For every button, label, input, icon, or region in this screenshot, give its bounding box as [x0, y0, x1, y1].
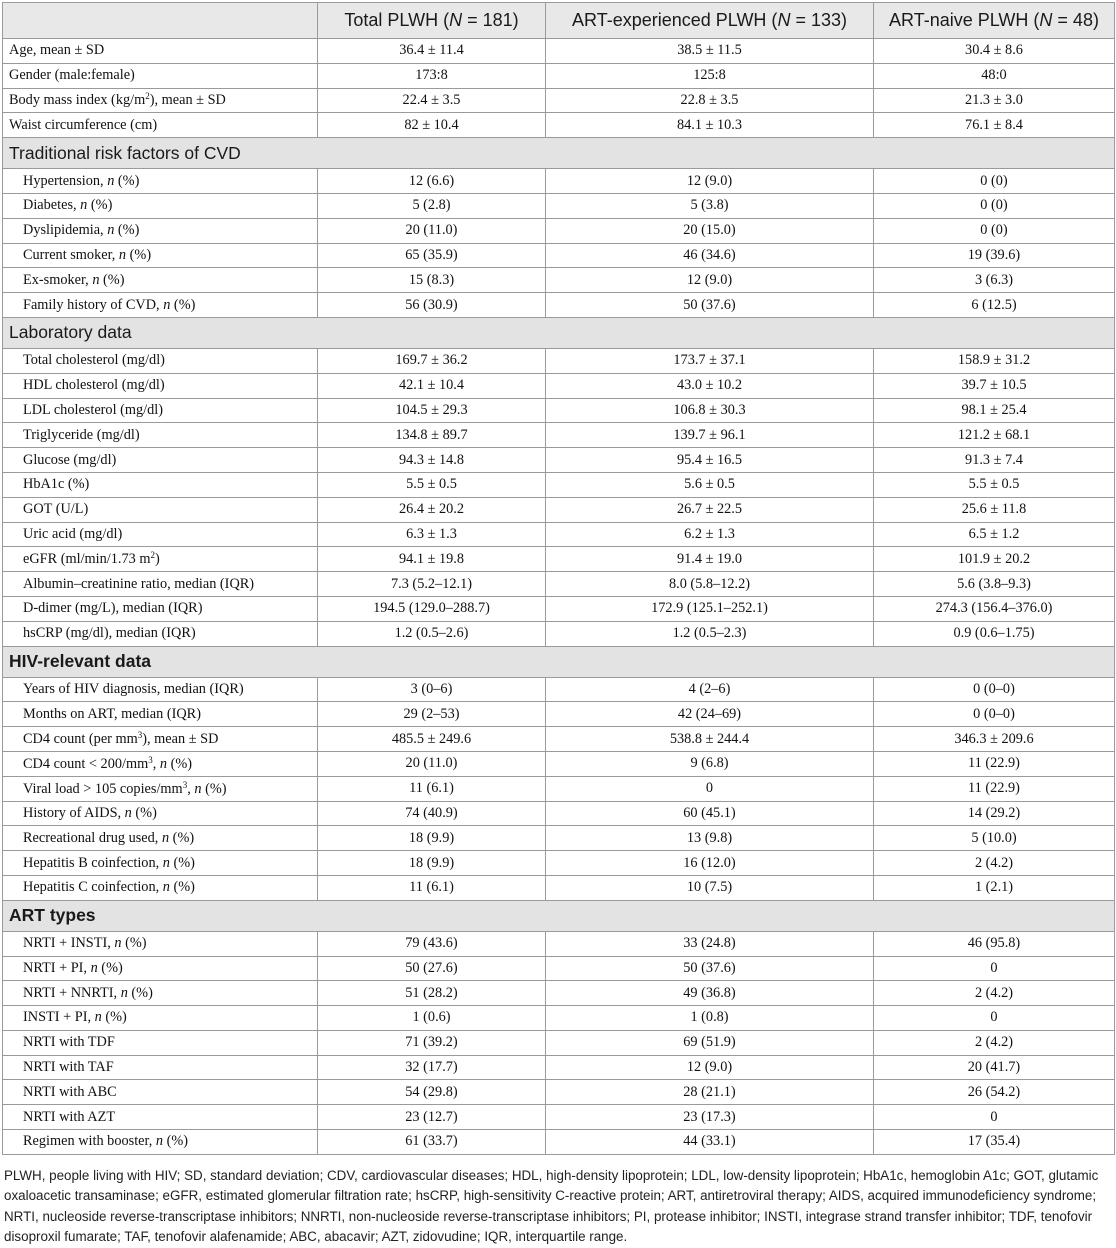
cell-total: 1 (0.6) [318, 1006, 546, 1031]
row-label: Hypertension, n (%) [3, 169, 318, 194]
cell-art-naive: 25.6 ± 11.8 [874, 497, 1115, 522]
cell-art-naive: 30.4 ± 8.6 [874, 39, 1115, 64]
cell-art-experienced: 43.0 ± 10.2 [546, 373, 874, 398]
cell-total: 7.3 (5.2–12.1) [318, 572, 546, 597]
row-label: GOT (U/L) [3, 497, 318, 522]
cell-art-naive: 76.1 ± 8.4 [874, 113, 1115, 138]
table-row [3, 702, 1115, 727]
cell-art-naive: 0.9 (0.6–1.75) [874, 621, 1115, 646]
table-row [3, 851, 1115, 876]
cell-art-naive: 6.5 ± 1.2 [874, 522, 1115, 547]
cell-total: 18 (9.9) [318, 851, 546, 876]
cell-total: 50 (27.6) [318, 956, 546, 981]
cell-art-naive: 121.2 ± 68.1 [874, 423, 1115, 448]
cell-art-naive: 2 (4.2) [874, 1030, 1115, 1055]
table-row [3, 398, 1115, 423]
section-header-row [3, 138, 1115, 169]
baseline-characteristics-table [2, 2, 1115, 1155]
cell-art-experienced: 50 (37.6) [546, 956, 874, 981]
cell-art-naive: 20 (41.7) [874, 1055, 1115, 1080]
table-row [3, 801, 1115, 826]
cell-total: 20 (11.0) [318, 751, 546, 776]
row-label: Years of HIV diagnosis, median (IQR) [3, 677, 318, 702]
row-label: Ex-smoker, n (%) [3, 268, 318, 293]
cell-total: 11 (6.1) [318, 875, 546, 900]
cell-total: 94.3 ± 14.8 [318, 448, 546, 473]
row-label: Body mass index $(kg/m^2)$, mean ± SD [3, 88, 318, 113]
table-row [3, 776, 1115, 801]
header-art-naive: ART-naive PLWH (N = 48) [874, 3, 1115, 39]
cell-art-naive: 48:0 [874, 63, 1115, 88]
header-total-plwh: Total PLWH (N = 181) [318, 3, 546, 39]
cell-total: 54 (29.8) [318, 1080, 546, 1105]
row-label: Family history of CVD, n (%) [3, 293, 318, 318]
section-title: ART types [3, 900, 1115, 931]
section-title: Traditional risk factors of CVD [3, 138, 1115, 169]
cell-art-experienced: 33 (24.8) [546, 931, 874, 956]
cell-art-experienced: 49 (36.8) [546, 981, 874, 1006]
cell-art-experienced: 84.1 ± 10.3 [546, 113, 874, 138]
cell-total: 71 (39.2) [318, 1030, 546, 1055]
row-label: Glucose (mg/dl) [3, 448, 318, 473]
cell-art-naive: 91.3 ± 7.4 [874, 448, 1115, 473]
cell-art-experienced: 16 (12.0) [546, 851, 874, 876]
header-art-experienced: ART-experienced PLWH (N = 133) [546, 3, 874, 39]
table-row [3, 751, 1115, 776]
row-label: Total cholesterol (mg/dl) [3, 348, 318, 373]
cell-art-naive: 158.9 ± 31.2 [874, 348, 1115, 373]
table-row [3, 1080, 1115, 1105]
cell-art-naive: 0 (0–0) [874, 702, 1115, 727]
table-row [3, 1030, 1115, 1055]
row-label: Waist circumference (cm) [3, 113, 318, 138]
cell-total: 22.4 ± 3.5 [318, 88, 546, 113]
cell-total: 11 (6.1) [318, 776, 546, 801]
cell-art-naive: 0 (0) [874, 169, 1115, 194]
table-row [3, 547, 1115, 572]
cell-art-naive: 11 (22.9) [874, 751, 1115, 776]
cell-art-experienced: 106.8 ± 30.3 [546, 398, 874, 423]
cell-total: 26.4 ± 20.2 [318, 497, 546, 522]
cell-art-naive: 2 (4.2) [874, 981, 1115, 1006]
cell-art-experienced: 95.4 ± 16.5 [546, 448, 874, 473]
table-row [3, 875, 1115, 900]
cell-art-naive: 26 (54.2) [874, 1080, 1115, 1105]
table-row [3, 956, 1115, 981]
row-label: HbA1c (%) [3, 472, 318, 497]
row-label: NRTI with TDF [3, 1030, 318, 1055]
cell-art-experienced: 9 (6.8) [546, 751, 874, 776]
row-label: NRTI with ABC [3, 1080, 318, 1105]
table-row [3, 39, 1115, 64]
cell-art-naive: 2 (4.2) [874, 851, 1115, 876]
cell-art-experienced: 139.7 ± 96.1 [546, 423, 874, 448]
table-row [3, 1105, 1115, 1130]
section-header-row [3, 317, 1115, 348]
cell-total: 5 (2.8) [318, 193, 546, 218]
table-row [3, 931, 1115, 956]
cell-art-naive: 0 [874, 1006, 1115, 1031]
row-label: Gender (male:female) [3, 63, 318, 88]
table-row [3, 596, 1115, 621]
cell-total: 12 (6.6) [318, 169, 546, 194]
table-row [3, 677, 1115, 702]
cell-total: 5.5 ± 0.5 [318, 472, 546, 497]
row-label: Regimen with booster, n (%) [3, 1130, 318, 1155]
table-row [3, 1130, 1115, 1155]
cell-total: 74 (40.9) [318, 801, 546, 826]
cell-art-naive: 39.7 ± 10.5 [874, 373, 1115, 398]
cell-art-experienced: 1.2 (0.5–2.3) [546, 621, 874, 646]
table-row [3, 621, 1115, 646]
cell-total: 15 (8.3) [318, 268, 546, 293]
row-label: NRTI with AZT [3, 1105, 318, 1130]
row-label: CD4 count (per $mm^3$), mean ± SD [3, 727, 318, 752]
cell-art-naive: 5.6 (3.8–9.3) [874, 572, 1115, 597]
cell-art-experienced: 46 (34.6) [546, 243, 874, 268]
table-row [3, 88, 1115, 113]
cell-total: 23 (12.7) [318, 1105, 546, 1130]
cell-art-experienced: 28 (21.1) [546, 1080, 874, 1105]
cell-total: 29 (2–53) [318, 702, 546, 727]
cell-art-naive: 1 (2.1) [874, 875, 1115, 900]
table-footnote: PLWH, people living with HIV; SD, standard deviation; CDV, cardiovascular diseases; HDL, high-density lipoprotein; LDL, low-density lipoprotein; HbA1c, hemoglobin A1c; GOT, glutamic oxaloacetic transaminase; eGFR, estimated glomerular filtration rate; hsCRP, high-sensitivity C-reactive protein; ART, antiretroviral therapy; AIDS, acquired immunodeficiency syndrome; NRTI, nucleoside reverse-transcriptase inhibitors; NNRTI, non-nucleoside reverse-transcriptase inhibitors; PI, protease inhibitor; INSTI, integrase strand transfer inhibitor; TDF, tenofovir disoproxil fumarate; TAF, tenofovir alafenamide; ABC, abacavir; AZT, zidovudine; IQR, interquartile range. [4, 1168, 1099, 1245]
row-label: Viral load > 105 copies/$mm^3$, n (%) [3, 776, 318, 801]
cell-art-naive: 346.3 ± 209.6 [874, 727, 1115, 752]
cell-total: 79 (43.6) [318, 931, 546, 956]
table-row [3, 981, 1115, 1006]
row-label: D-dimer (mg/L), median (IQR) [3, 596, 318, 621]
cell-total: 94.1 ± 19.8 [318, 547, 546, 572]
cell-total: 134.8 ± 89.7 [318, 423, 546, 448]
cell-art-experienced: 0 [546, 776, 874, 801]
cell-art-experienced: 20 (15.0) [546, 218, 874, 243]
row-label: Triglyceride (mg/dl) [3, 423, 318, 448]
cell-art-experienced: 10 (7.5) [546, 875, 874, 900]
cell-total: 36.4 ± 11.4 [318, 39, 546, 64]
row-label: Dyslipidemia, n (%) [3, 218, 318, 243]
cell-art-naive: 0 (0) [874, 218, 1115, 243]
cell-art-experienced: 13 (9.8) [546, 826, 874, 851]
cell-total: 82 ± 10.4 [318, 113, 546, 138]
row-label: Uric acid (mg/dl) [3, 522, 318, 547]
table-row [3, 373, 1115, 398]
cell-art-experienced: 26.7 ± 22.5 [546, 497, 874, 522]
cell-art-naive: 5 (10.0) [874, 826, 1115, 851]
cell-art-experienced: 69 (51.9) [546, 1030, 874, 1055]
table-header-row [3, 3, 1115, 39]
table-row [3, 293, 1115, 318]
cell-art-naive: 0 (0–0) [874, 677, 1115, 702]
header-blank [3, 3, 318, 39]
cell-art-experienced: 42 (24–69) [546, 702, 874, 727]
cell-art-naive: 21.3 ± 3.0 [874, 88, 1115, 113]
row-label: Diabetes, n (%) [3, 193, 318, 218]
cell-art-naive: 0 [874, 1105, 1115, 1130]
cell-total: 51 (28.2) [318, 981, 546, 1006]
section-title: HIV-relevant data [3, 646, 1115, 677]
cell-art-experienced: 22.8 ± 3.5 [546, 88, 874, 113]
table-row [3, 423, 1115, 448]
cell-art-naive: 101.9 ± 20.2 [874, 547, 1115, 572]
row-label: INSTI + PI, n (%) [3, 1006, 318, 1031]
cell-total: 20 (11.0) [318, 218, 546, 243]
cell-total: 65 (35.9) [318, 243, 546, 268]
cell-total: 485.5 ± 249.6 [318, 727, 546, 752]
row-label: LDL cholesterol (mg/dl) [3, 398, 318, 423]
cell-art-experienced: 4 (2–6) [546, 677, 874, 702]
cell-art-experienced: 12 (9.0) [546, 169, 874, 194]
cell-art-experienced: 91.4 ± 19.0 [546, 547, 874, 572]
cell-art-naive: 274.3 (156.4–376.0) [874, 596, 1115, 621]
row-label: NRTI + INSTI, n (%) [3, 931, 318, 956]
table-row [3, 522, 1115, 547]
row-label: CD4 count < $200/mm^3$, n (%) [3, 751, 318, 776]
cell-art-naive: 3 (6.3) [874, 268, 1115, 293]
table-row [3, 193, 1115, 218]
row-label: NRTI + NNRTI, n (%) [3, 981, 318, 1006]
cell-art-experienced: 5 (3.8) [546, 193, 874, 218]
cell-art-naive: 14 (29.2) [874, 801, 1115, 826]
table-row [3, 727, 1115, 752]
table-row [3, 1055, 1115, 1080]
cell-art-experienced: 12 (9.0) [546, 268, 874, 293]
cell-total: 32 (17.7) [318, 1055, 546, 1080]
cell-art-experienced: 172.9 (125.1–252.1) [546, 596, 874, 621]
cell-art-naive: 19 (39.6) [874, 243, 1115, 268]
cell-total: 18 (9.9) [318, 826, 546, 851]
cell-art-naive: 46 (95.8) [874, 931, 1115, 956]
row-label: History of AIDS, n (%) [3, 801, 318, 826]
cell-art-experienced: 5.6 ± 0.5 [546, 472, 874, 497]
section-header-row [3, 646, 1115, 677]
table-row [3, 268, 1115, 293]
cell-total: 194.5 (129.0–288.7) [318, 596, 546, 621]
table-row [3, 113, 1115, 138]
cell-art-experienced: 1 (0.8) [546, 1006, 874, 1031]
table-row [3, 243, 1115, 268]
table-row [3, 497, 1115, 522]
cell-art-naive: 0 [874, 956, 1115, 981]
cell-total: 169.7 ± 36.2 [318, 348, 546, 373]
row-label: eGFR (ml/min/1.73 $m^2$) [3, 547, 318, 572]
cell-art-experienced: 125:8 [546, 63, 874, 88]
cell-art-experienced: 38.5 ± 11.5 [546, 39, 874, 64]
row-label: Recreational drug used, n (%) [3, 826, 318, 851]
cell-total: 61 (33.7) [318, 1130, 546, 1155]
table-row [3, 169, 1115, 194]
cell-art-naive: 6 (12.5) [874, 293, 1115, 318]
row-label: Hepatitis C coinfection, n (%) [3, 875, 318, 900]
cell-art-experienced: 173.7 ± 37.1 [546, 348, 874, 373]
row-label: hsCRP (mg/dl), median (IQR) [3, 621, 318, 646]
cell-art-experienced: 6.2 ± 1.3 [546, 522, 874, 547]
section-title: Laboratory data [3, 317, 1115, 348]
row-label: Age, mean ± SD [3, 39, 318, 64]
cell-art-naive: 17 (35.4) [874, 1130, 1115, 1155]
table-row [3, 218, 1115, 243]
cell-art-experienced: 12 (9.0) [546, 1055, 874, 1080]
cell-art-naive: 0 (0) [874, 193, 1115, 218]
cell-total: 56 (30.9) [318, 293, 546, 318]
table-row [3, 348, 1115, 373]
cell-art-experienced: 60 (45.1) [546, 801, 874, 826]
cell-total: 6.3 ± 1.3 [318, 522, 546, 547]
cell-total: 42.1 ± 10.4 [318, 373, 546, 398]
table-body [3, 39, 1115, 1155]
section-header-row [3, 900, 1115, 931]
row-label: HDL cholesterol (mg/dl) [3, 373, 318, 398]
table-row [3, 1006, 1115, 1031]
cell-total: 3 (0–6) [318, 677, 546, 702]
cell-total: 173:8 [318, 63, 546, 88]
row-label: Current smoker, n (%) [3, 243, 318, 268]
cell-art-naive: 5.5 ± 0.5 [874, 472, 1115, 497]
cell-total: 104.5 ± 29.3 [318, 398, 546, 423]
row-label: NRTI with TAF [3, 1055, 318, 1080]
cell-total: 1.2 (0.5–2.6) [318, 621, 546, 646]
cell-art-experienced: 23 (17.3) [546, 1105, 874, 1130]
table-row [3, 472, 1115, 497]
cell-art-naive: 11 (22.9) [874, 776, 1115, 801]
table-row [3, 826, 1115, 851]
table-row [3, 572, 1115, 597]
table-row [3, 448, 1115, 473]
cell-art-experienced: 50 (37.6) [546, 293, 874, 318]
row-label: Months on ART, median (IQR) [3, 702, 318, 727]
table-row [3, 63, 1115, 88]
row-label: Hepatitis B coinfection, n (%) [3, 851, 318, 876]
row-label: NRTI + PI, n (%) [3, 956, 318, 981]
cell-art-experienced: 44 (33.1) [546, 1130, 874, 1155]
cell-art-experienced: 8.0 (5.8–12.2) [546, 572, 874, 597]
cell-art-experienced: 538.8 ± 244.4 [546, 727, 874, 752]
cell-art-naive: 98.1 ± 25.4 [874, 398, 1115, 423]
row-label: Albumin–creatinine ratio, median (IQR) [3, 572, 318, 597]
